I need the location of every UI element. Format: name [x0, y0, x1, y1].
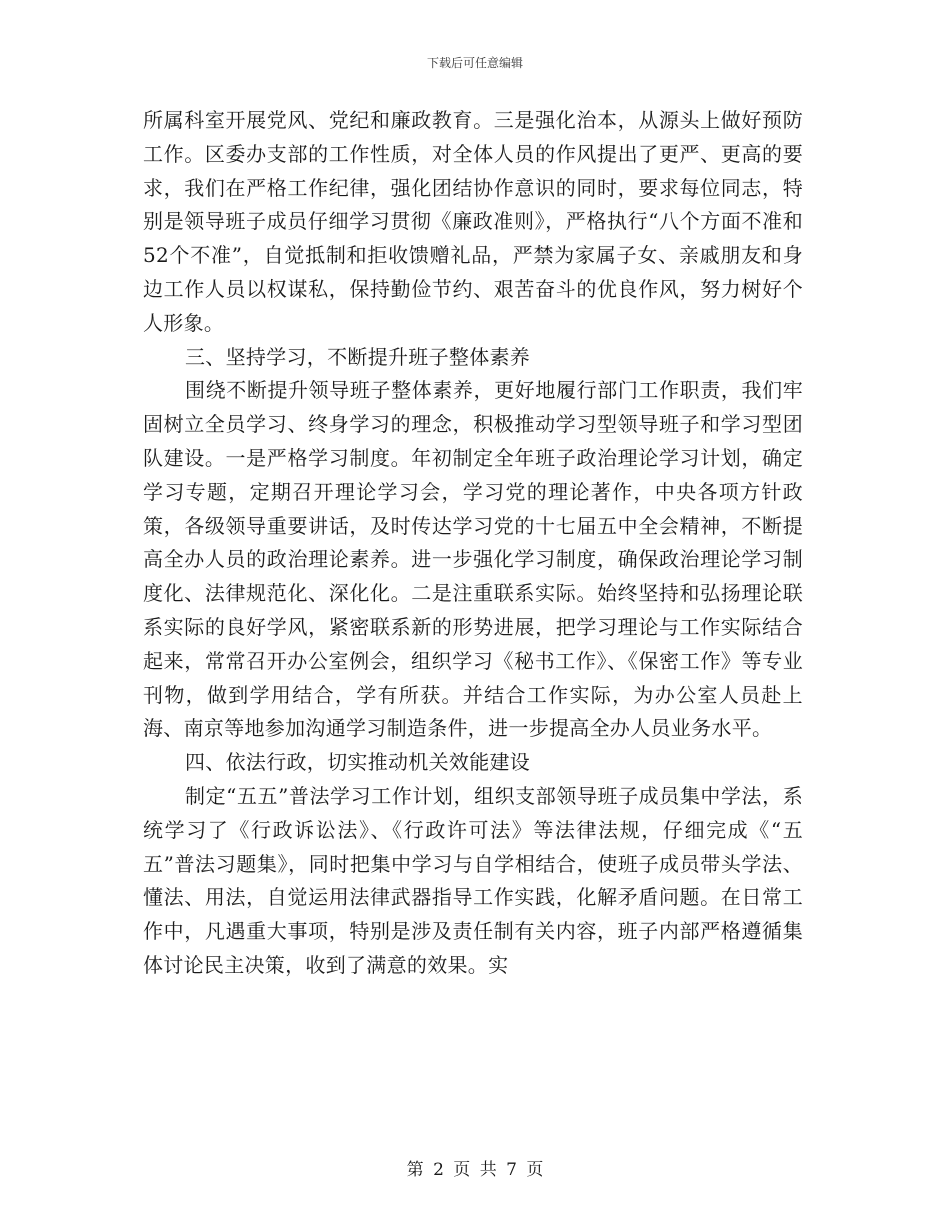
section-heading-4: 四、依法行政，切实推动机关效能建设 — [185, 750, 531, 775]
paragraph-2: 围绕不断提升领导班子整体素养，更好地履行部门工作职责，我们牢固树立全员学习、终身学习的理念，积极推动学习型领导班子和学习型团队建设。一是严格学习制度。年初制定全年班子政治理论学习计划，确定学习专题，定期召开理论学习会，学习党的理论著作，中央各项方针政策，各级领导重要讲话，及时传达学习党的十七届五中全会精神，不断提高全办人员的政治理论素养。进一步强化学习制度，确保政治理论学习制度化、法律规范化、深化化。二是注重联系实际。始终坚持和弘扬理论联系实际的良好学风，紧密联系新的形势进展，把学习理论与工作实际结合起来，常常召开办公室例会，组织学习《秘书工作》、《保密工作》等专业刊物，做到学用结合，学有所获。并结合工作实际，为办公室人员赴上海、南京等地参加沟通学习制造条件，进一步提高全办人员业务水平。 — [143, 378, 803, 741]
page-header: 下载后可任意编辑 — [426, 56, 523, 70]
page-number-footer: 第 2 页 共 7 页 — [406, 1160, 544, 1180]
paragraph-3: 制定“五五”普法学习工作计划，组织支部领导班子成员集中学法，系统学习了《行政诉讼法》、《行政许可法》等法律法规，仔细完成《“五五”普法习题集》，同时把集中学习与自学相结合，使班子成员带头学法、懂法、用法，自觉运用法律武器指导工作实践，化解矛盾问题。在日常工作中，凡遇重大事项，特别是涉及责任制有关内容，班子内部严格遵循集体讨论民主决策，收到了满意的效果。实 — [143, 783, 803, 977]
paragraph-1: 所属科室开展党风、党纪和廉政教育。三是强化治本，从源头上做好预防工作。区委办支部的工作性质，对全体人员的作风提出了更严、更高的要求，我们在严格工作纪律，强化团结协作意识的同时，要求每位同志，特别是领导班子成员仔细学习贯彻《廉政准则》，严格执行“八个方面不准和52个不准”，自觉抵制和拒收馈赠礼品，严禁为家属子女、亲戚朋友和身边工作人员以权谋私，保持勤俭节约、艰苦奋斗的优良作风，努力树好个人形象。 — [143, 108, 803, 335]
document-body — [143, 104, 803, 983]
section-heading-3: 三、坚持学习，不断提升班子整体素养 — [185, 344, 531, 369]
